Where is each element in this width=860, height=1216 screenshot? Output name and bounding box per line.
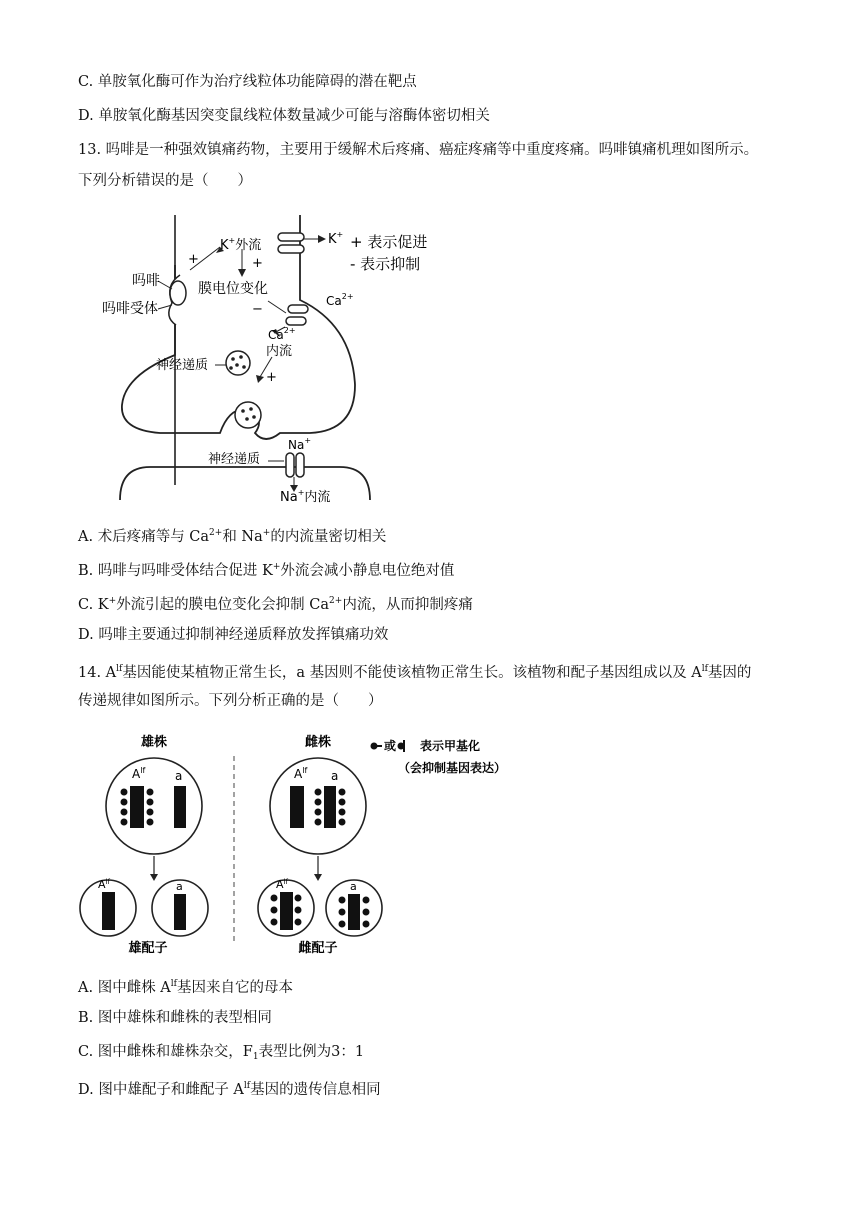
legend-minus: - 表示抑制 [350, 255, 421, 273]
male-title: 雄株 [140, 735, 168, 750]
na-channel [286, 453, 304, 477]
male-gamete-label: 雄配子 [128, 941, 168, 956]
synaptic-vesicle [226, 351, 250, 375]
label-ca-influx: 内流 [266, 344, 293, 359]
female-gamete-label: 雌配子 [298, 941, 338, 956]
label-ca-ion: $Ca^{2+}$ [326, 292, 354, 308]
male-allele-a: a [175, 769, 183, 783]
female-title: 雌株 [304, 735, 332, 750]
label-neurotransmitter-2: 神经递质 [208, 452, 261, 467]
legend-plus: + 表示促进 [350, 233, 428, 251]
q13-option-b: B. 吗啡与吗啡受体结合促进 K+外流会减小静息电位绝对值 [78, 562, 455, 579]
female-chromosome-A [290, 786, 304, 828]
label-plus3: + [266, 370, 277, 385]
svg-text:Alf: $A^{lf}$ [294, 766, 308, 781]
label-k-efflux: K+外流 [220, 236, 262, 253]
q13-stem-line2: 下列分析错误的是（ ） [78, 173, 252, 189]
label-na-influx: Na+内流 [280, 488, 331, 505]
q14-stem-line1: 14. $A^{lf}$基因能使某植物正常生长，a 基因则不能使该植物正常生长。该植物和配子基因组成以及 $A^{lf}$基因的 [78, 664, 752, 681]
q14-option-c: C. 图中雌株和雄株杂交，$F_1$表型比例为3：1 [78, 1044, 365, 1062]
q14-option-a: A. 图中雌株 $A^{lf}$基因来自它的母本 [78, 979, 293, 996]
exocytosis-vesicle [235, 402, 261, 428]
svg-text:a: a [331, 769, 339, 783]
male-cell [106, 758, 202, 854]
label-morphine: 吗啡 [132, 273, 160, 289]
male-allele-A: $A^{lf}$ [132, 766, 146, 781]
label-receptor: 吗啡受体 [102, 301, 158, 317]
q13-option-a: A. 术后疼痛等与 $Ca^{2+}$和 Na+的内流量密切相关 [78, 528, 387, 545]
q14-option-b: B. 图中雄株和雌株的表型相同 [78, 1010, 272, 1026]
q13-stem-line1: 13. 吗啡是一种强效镇痛药物，主要用于缓解术后疼痛、癌症疼痛等中重度疼痛。吗啡镇痛机理如图所示。 [78, 142, 759, 158]
morphine-mechanism-figure [80, 205, 480, 505]
svg-text:Alf: $A^{lf}$ [276, 878, 288, 891]
label-ca-influx-ion: $Ca^{2+}$ [268, 326, 296, 342]
q13-option-d: D. 吗啡主要通过抑制神经递质释放发挥镇痛功效 [78, 627, 389, 643]
q12-option-c: C. 单胺氧化酶可作为治疗线粒体功能障碍的潜在靶点 [78, 74, 417, 90]
label-neurotransmitter-1: 神经递质 [156, 358, 209, 373]
svg-text:a: a [350, 880, 357, 893]
svg-text:a: a [176, 880, 183, 893]
postsynaptic-membrane [120, 467, 370, 500]
legend-text2: （会抑制基因表达） [398, 761, 507, 775]
female-cell [270, 758, 366, 854]
q14-stem-line2: 传递规律如图所示。下列分析正确的是（ ） [78, 693, 383, 709]
label-plus2: + [252, 256, 263, 271]
label-minus1: − [252, 302, 263, 317]
legend-text1: 表示甲基化 [420, 739, 481, 753]
label-plus1: + [188, 252, 199, 267]
methylation-inheritance-figure [76, 728, 536, 960]
label-k-ion: K+ [328, 230, 344, 247]
q12-option-d: D. 单胺氧化酶基因突变鼠线粒体数量减少可能与溶酶体密切相关 [78, 108, 490, 124]
female-chromosome-a [324, 786, 336, 828]
legend-or: 或 [384, 739, 397, 753]
q13-option-c: C. K+外流引起的膜电位变化会抑制 $Ca^{2+}$内流，从而抑制疼痛 [78, 596, 473, 613]
male-chromosome-a [174, 786, 186, 828]
svg-text:Alf: $A^{lf}$ [98, 878, 110, 891]
label-membrane-change: 膜电位变化 [198, 281, 268, 297]
morphine-molecule [170, 281, 186, 305]
male-chromosome-A [130, 786, 144, 828]
q14-option-d: D. 图中雄配子和雌配子 $A^{lf}$基因的遗传信息相同 [78, 1081, 381, 1098]
ca-channel [286, 305, 308, 325]
label-na-ion: Na+ [288, 436, 312, 452]
